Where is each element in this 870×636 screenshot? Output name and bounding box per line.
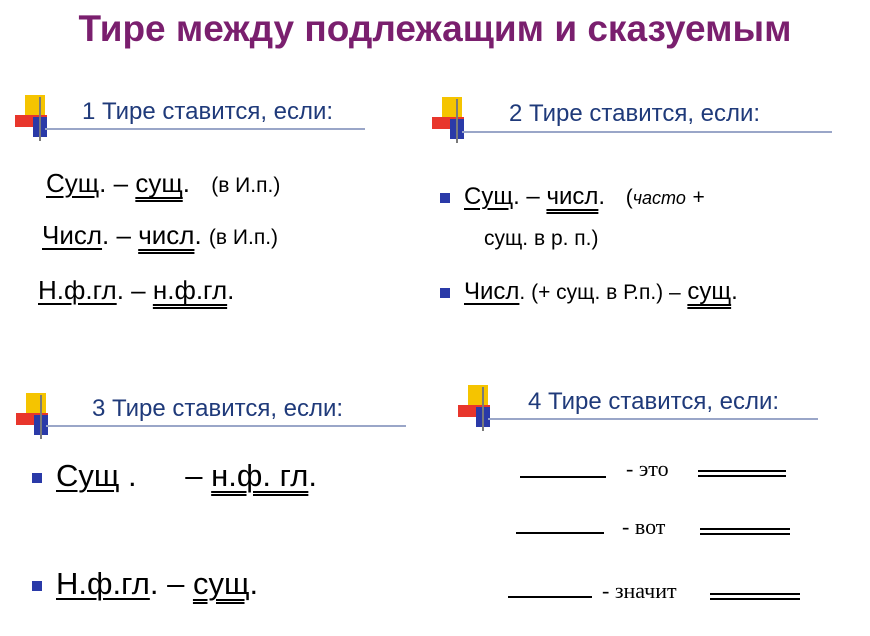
section-3-rule: [46, 425, 406, 427]
page-title: Тире между подлежащим и сказуемым: [78, 8, 792, 49]
section-1-row-2: [42, 220, 278, 251]
case-note: . (+ сущ. в Р.п.) –: [519, 281, 681, 304]
section-2-row-1: [440, 183, 705, 211]
period: .: [731, 278, 738, 305]
period: .: [308, 458, 317, 493]
dash: . –: [513, 183, 540, 210]
predicate-blank: [698, 470, 786, 477]
subject-infinitive: Н.ф.гл: [56, 566, 150, 601]
dash: . –: [116, 275, 146, 305]
connector-eto: - это: [626, 456, 669, 481]
predicate-sushch: сущ: [687, 278, 732, 305]
subject-blank: [508, 596, 592, 598]
predicate-sushch: сущ: [192, 566, 250, 601]
predicate-chisl: числ: [138, 220, 195, 250]
section-2-rule: [462, 131, 832, 133]
bullet-icon: [32, 581, 42, 591]
predicate-blank: [700, 528, 790, 535]
section-2-heading: 2 Тире ставится, если:: [509, 100, 761, 127]
section-3-heading: 3 Тире ставится, если:: [92, 395, 344, 422]
subject-chisl: Числ: [464, 278, 520, 305]
period: .: [227, 275, 235, 305]
predicate-chisl: числ: [546, 183, 599, 210]
dash: . –: [99, 168, 129, 198]
predicate-sushch: сущ: [135, 168, 183, 198]
bullet-icon: [440, 193, 450, 203]
dash: . –: [102, 220, 131, 250]
section-4-rule: [488, 418, 818, 420]
subject-chisl: Числ: [42, 220, 103, 250]
paren-open: (: [625, 186, 633, 209]
subject-sushch: Сущ: [56, 458, 120, 493]
section-4-decoration-icon: [458, 385, 498, 435]
section-1-rule: [45, 128, 365, 130]
predicate-infinitive: н.ф. гл: [211, 458, 309, 493]
period: .: [194, 220, 202, 250]
subject-infinitive: Н.ф.гл: [38, 275, 117, 305]
subject-sushch: Сущ: [46, 168, 100, 198]
section-2-decoration-icon: [432, 97, 472, 147]
section-1-decoration-icon: [15, 95, 55, 145]
connector-vot: - вот: [622, 514, 666, 539]
section-3-row-1: [32, 458, 317, 494]
section-1-row-3: [38, 275, 234, 306]
subject-blank: [516, 532, 604, 534]
section-3-decoration-icon: [16, 393, 56, 443]
bullet-icon: [32, 473, 42, 483]
section-2-row-2: [440, 278, 738, 306]
period: .: [598, 183, 606, 210]
plus-sign: +: [692, 186, 705, 209]
section-3-row-2: [32, 566, 258, 602]
bullet-icon: [440, 288, 450, 298]
section-4-heading: 4 Тире ставится, если:: [528, 388, 780, 415]
period: .: [128, 458, 137, 493]
section-2-row-1-continuation: сущ. в р. п.): [484, 227, 599, 250]
section-1-row-1: [46, 168, 280, 199]
case-note: (в И.п.): [208, 226, 279, 249]
section-1-heading: 1 Тире ставится, если:: [82, 98, 334, 125]
predicate-blank: [710, 593, 800, 600]
case-note: (в И.п.): [211, 174, 281, 197]
predicate-infinitive: н.ф.гл: [152, 275, 228, 305]
subject-sushch: Сущ: [464, 183, 514, 210]
subject-blank: [520, 476, 606, 478]
connector-znachit: - значит: [602, 578, 677, 603]
dash: . –: [149, 566, 185, 601]
period: .: [182, 168, 190, 198]
often-note: часто: [632, 188, 686, 208]
dash: –: [185, 458, 203, 493]
period: .: [249, 566, 259, 601]
